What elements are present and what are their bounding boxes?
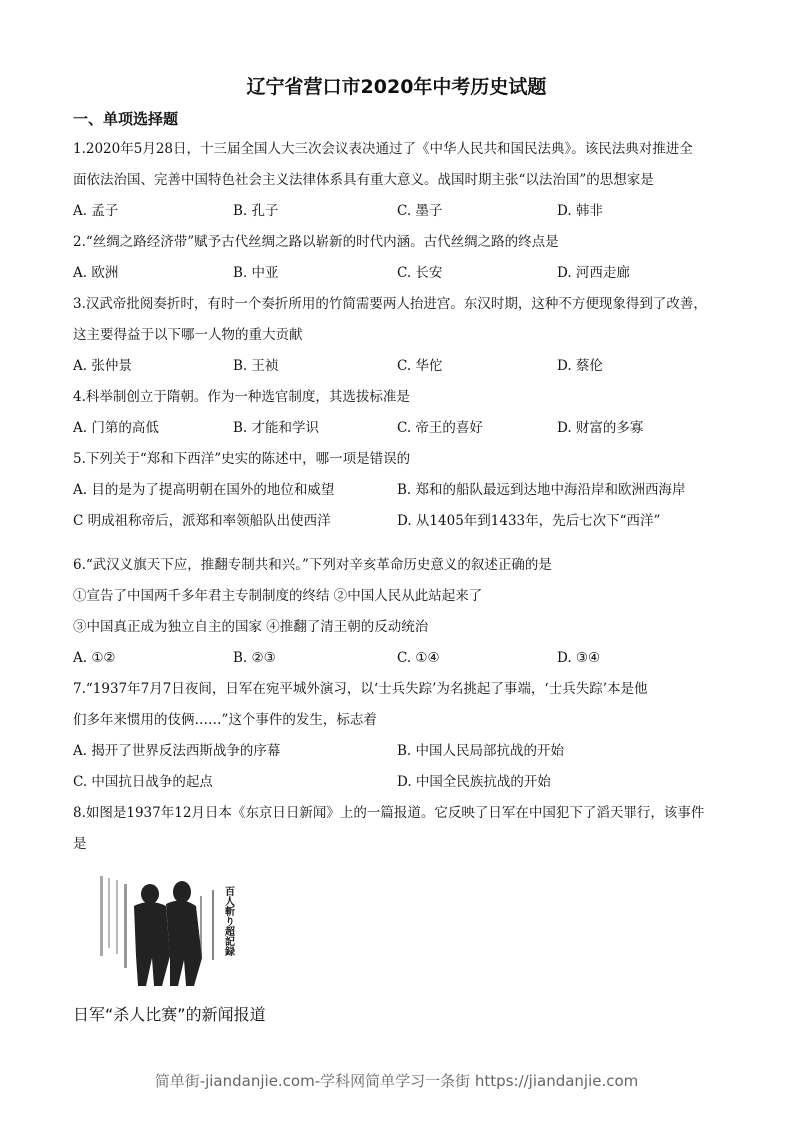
q5-option-b: B. 郑和的船队最远到达地中海沿岸和欧洲西海岸 <box>397 482 686 498</box>
q7-option-c: C. 中国抗日战争的起点 <box>73 774 213 790</box>
q3-option-b: B. 王祯 <box>233 358 279 374</box>
q1-option-b: B. 孔子 <box>233 203 279 219</box>
q2-option-a: A. 欧洲 <box>73 265 119 281</box>
q4-option-b: B. 才能和学识 <box>233 420 320 436</box>
q1-stem-cont: 面依法治国、完善中国特色社会主义法律体系具有重大意义。战国时期主张“以法治国”的思想家是 <box>73 172 654 188</box>
q5-option-a: A. 目的是为了提高明朝在国外的地位和威望 <box>73 482 335 498</box>
newspaper-photo <box>92 866 242 992</box>
q4-option-d: D. 财富的多寡 <box>557 420 644 436</box>
footer-watermark: 简单街-jiandanjie.com-学科网简单学习一条街 https://jiandanjie.com <box>154 1072 639 1090</box>
q4-option-c: C. 帝王的喜好 <box>397 420 483 436</box>
photo-headline: 百人斬り超記録 <box>222 886 234 956</box>
q6-option-a: A. ①② <box>73 650 116 666</box>
q7-stem-cont: 们多年来惯用的伎俩……”这个事件的发生，标志着 <box>73 712 377 728</box>
q6-statements-1: ①宣告了中国两千多年君主专制制度的终结 ②中国人民从此站起来了 <box>73 588 483 604</box>
q8-stem-cont: 是 <box>73 836 87 852</box>
q4-option-a: A. 门第的高低 <box>73 420 159 436</box>
q7-stem: 7.“1937年7月7日夜间，日军在宛平城外演习，以‘士兵失踪’为名挑起了事端，‘士兵失踪’本是他 <box>73 681 648 697</box>
page-title: 辽宁省营口市2020年中考历史试题 <box>246 76 547 98</box>
q5-option-c: C 明成祖称帝后，派郑和率领船队出使西洋 <box>73 513 331 529</box>
soldiers-image <box>92 866 242 992</box>
section-heading: 一、单项选择题 <box>73 110 179 128</box>
q3-option-c: C. 华佗 <box>397 358 443 374</box>
q6-option-c: C. ①④ <box>397 650 440 666</box>
q1-option-d: D. 韩非 <box>557 203 603 219</box>
figure-caption: 日军“杀人比赛”的新闻报道 <box>73 1005 266 1024</box>
q3-option-d: D. 蔡伦 <box>557 358 603 374</box>
q1-option-c: C. 墨子 <box>397 203 443 219</box>
q6-stem: 6.“武汉义旗天下应，推翻专制共和兴。”下列对辛亥革命历史意义的叙述正确的是 <box>73 557 552 573</box>
q7-option-b: B. 中国人民局部抗战的开始 <box>397 743 565 759</box>
q5-stem: 5.下列关于“郑和下西洋”史实的陈述中，哪一项是错误的 <box>73 451 411 467</box>
q2-option-c: C. 长安 <box>397 265 443 281</box>
q5-option-d: D. 从1405年到1433年，先后七次下“西洋” <box>397 513 661 529</box>
q3-option-a: A. 张仲景 <box>73 358 132 374</box>
q4-stem: 4.科举制创立于隋朝。作为一种选官制度，其选拔标准是 <box>73 389 410 405</box>
q3-stem-cont: 这主要得益于以下哪一人物的重大贡献 <box>73 327 303 343</box>
q2-option-b: B. 中亚 <box>233 265 279 281</box>
q3-stem: 3.汉武帝批阅奏折时，有时一个奏折所用的竹简需要两人抬进宫。东汉时期，这种不方便现象得到了改善， <box>73 296 707 312</box>
q2-option-d: D. 河西走廊 <box>557 265 630 281</box>
q7-option-d: D. 中国全民族抗战的开始 <box>397 774 551 790</box>
q1-option-a: A. 孟子 <box>73 203 119 219</box>
q7-option-a: A. 揭开了世界反法西斯战争的序幕 <box>73 743 281 759</box>
q1-stem: 1.2020年5月28日，十三届全国人大三次会议表决通过了《中华人民共和国民法典》。该民法典对推进全 <box>73 141 693 157</box>
q8-stem: 8.如图是1937年12月日本《东京日日新闻》上的一篇报道。它反映了日军在中国犯下了滔天罪行，该事件 <box>73 805 705 821</box>
q6-option-d: D. ③④ <box>557 650 601 666</box>
q6-statements-2: ③中国真正成为独立自主的国家 ④推翻了清王朝的反动统治 <box>73 619 429 635</box>
q2-stem: 2.“丝绸之路经济带”赋予古代丝绸之路以崭新的时代内涵。古代丝绸之路的终点是 <box>73 234 559 250</box>
q6-option-b: B. ②③ <box>233 650 276 666</box>
